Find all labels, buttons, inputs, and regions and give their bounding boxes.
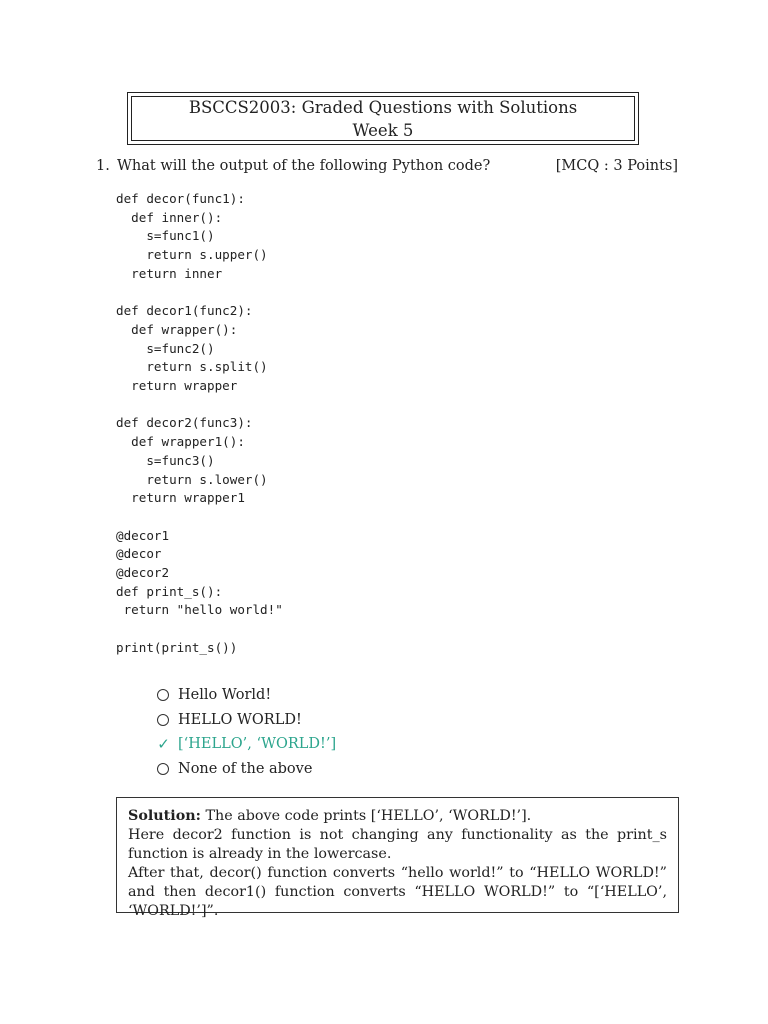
question-number: 1. <box>96 158 110 174</box>
solution-line-2: Here decor2 function is not changing any functionality as the print_s function is already in the lowercase. <box>128 827 667 862</box>
option-3-correct[interactable] <box>157 732 336 757</box>
question-points: [MCQ : 3 Points] <box>555 158 678 174</box>
code-block: def decor(func1): def inner(): s=func1() return s.upper() return inner def decor1(func2): def wrapper(): s=func2() return s.split() return wrapper def decor2(func3): def wrapper1(): s=func3() return s.lower() return wrapper1 @decor1 @decor @decor2 def print_s(): return "hello world!" print(print_s()) <box>116 191 283 655</box>
option-1[interactable] <box>157 683 336 708</box>
question-text: What will the output of the following Python code? <box>117 158 491 174</box>
option-4[interactable] <box>157 757 336 782</box>
solution-box <box>116 797 679 919</box>
answer-options <box>157 683 336 781</box>
radio-icon[interactable] <box>157 689 169 701</box>
option-text: HELLO WORLD! <box>178 711 302 728</box>
option-text: None of the above <box>178 760 313 777</box>
solution-line-1 <box>128 807 667 826</box>
option-text: Hello World! <box>178 687 272 704</box>
header-inner-frame <box>131 96 635 141</box>
radio-icon[interactable] <box>157 714 169 726</box>
option-2[interactable] <box>157 708 336 733</box>
solution-line-3: After that, decor() function converts “hello world!” to “HELLO WORLD!” and then decor1() function converts “HELLO WORLD!” to “[‘HELLO’, ‘WORLD!’]”. <box>128 865 667 919</box>
document-title: BSCCS2003: Graded Questions with Solutions <box>188 97 578 117</box>
checkmark-icon: ✓ <box>157 735 170 754</box>
radio-icon[interactable] <box>157 763 169 775</box>
document-header <box>127 92 639 145</box>
solution-label: Solution: <box>128 808 201 824</box>
week-label: Week 5 <box>352 120 414 140</box>
solution-summary: The above code prints [‘HELLO’, ‘WORLD!’]. <box>205 808 532 824</box>
option-text: [‘HELLO’, ‘WORLD!’] <box>178 736 337 753</box>
